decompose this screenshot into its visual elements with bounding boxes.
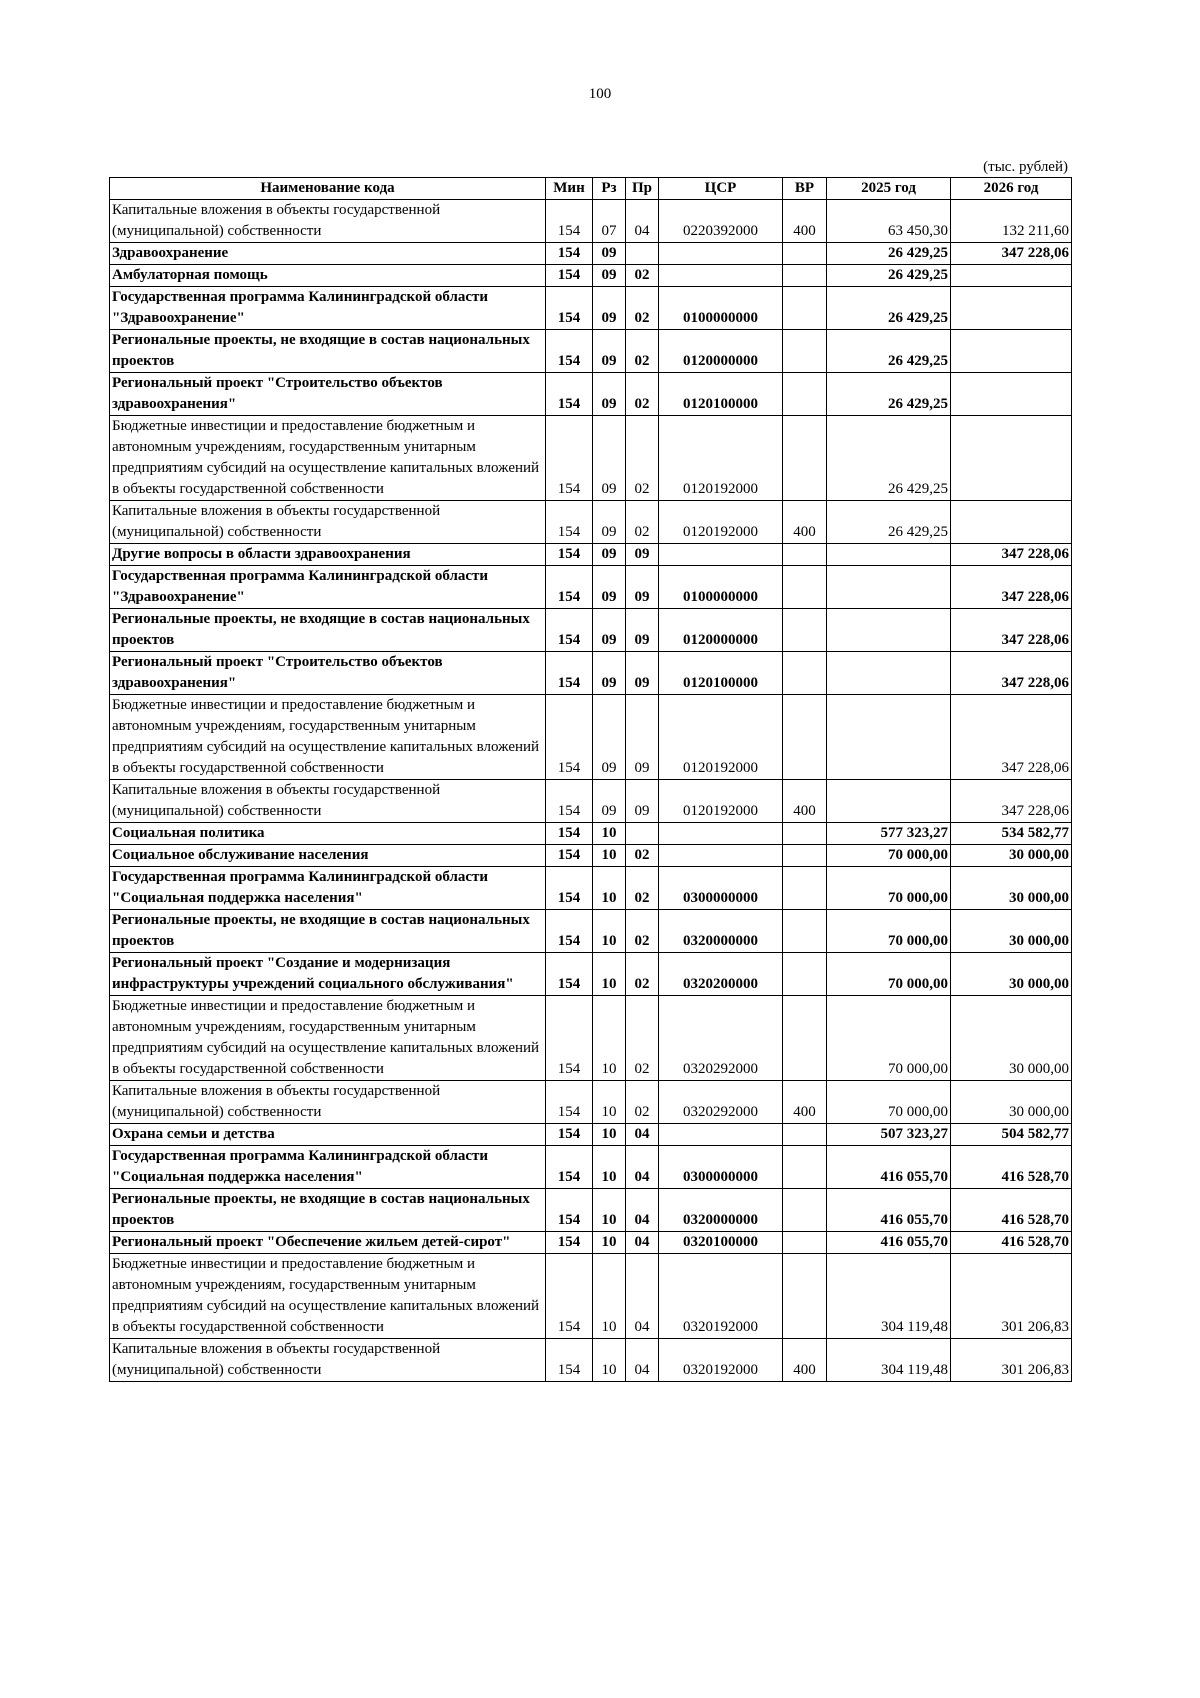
cell-csr [659,1124,783,1146]
cell-rz: 10 [593,867,626,910]
cell-csr: 0120100000 [659,373,783,416]
cell-pr [626,243,659,265]
cell-pr [626,823,659,845]
cell-name: Здравоохранение [110,243,546,265]
cell-y2025: 70 000,00 [827,867,951,910]
cell-pr: 04 [626,1146,659,1189]
cell-name: Бюджетные инвестиции и предоставление бюджетным и автономным учреждениям, государственным унитарным предприятиям субсидий на осуществление капитальных вложений в объекты государственной собственности [110,416,546,501]
cell-name: Региональный проект "Создание и модернизация инфраструктуры учреждений социального обслуживания" [110,953,546,996]
cell-name: Государственная программа Калининградской области "Социальная поддержка населения" [110,867,546,910]
cell-pr: 02 [626,996,659,1081]
cell-y2026: 534 582,77 [951,823,1072,845]
table-row [110,200,1072,243]
cell-pr: 09 [626,780,659,823]
cell-csr [659,243,783,265]
cell-csr: 0300000000 [659,1146,783,1189]
cell-y2026: 347 228,06 [951,566,1072,609]
table-row [110,566,1072,609]
cell-rz: 10 [593,996,626,1081]
table-row [110,780,1072,823]
cell-rz: 10 [593,1339,626,1382]
cell-name: Капитальные вложения в объекты государственной (муниципальной) собственности [110,200,546,243]
cell-rz: 09 [593,373,626,416]
cell-name: Региональные проекты, не входящие в состав национальных проектов [110,1189,546,1232]
cell-name: Региональные проекты, не входящие в состав национальных проектов [110,910,546,953]
cell-name: Региональный проект "Обеспечение жильем детей-сирот" [110,1232,546,1254]
table-row [110,609,1072,652]
cell-vr [783,823,827,845]
header-2026: 2026 год [951,178,1072,200]
cell-y2025: 26 429,25 [827,287,951,330]
cell-rz: 09 [593,544,626,566]
cell-pr: 09 [626,652,659,695]
cell-rz: 10 [593,1254,626,1339]
cell-y2026 [951,416,1072,501]
cell-y2026: 347 228,06 [951,695,1072,780]
table-row [110,544,1072,566]
cell-rz: 09 [593,566,626,609]
cell-vr [783,287,827,330]
cell-y2025: 26 429,25 [827,265,951,287]
cell-name: Государственная программа Калининградской области "Здравоохранение" [110,566,546,609]
cell-name: Капитальные вложения в объекты государственной (муниципальной) собственности [110,1339,546,1382]
cell-vr [783,910,827,953]
cell-csr [659,544,783,566]
cell-vr [783,265,827,287]
cell-y2025: 577 323,27 [827,823,951,845]
cell-name: Бюджетные инвестиции и предоставление бюджетным и автономным учреждениям, государственным унитарным предприятиям субсидий на осуществление капитальных вложений в объекты государственной собственности [110,996,546,1081]
cell-min: 154 [546,652,593,695]
cell-vr [783,566,827,609]
cell-csr: 0100000000 [659,566,783,609]
cell-rz: 09 [593,416,626,501]
cell-pr: 02 [626,845,659,867]
cell-y2026 [951,265,1072,287]
cell-y2026 [951,330,1072,373]
cell-csr: 0320292000 [659,1081,783,1124]
cell-y2026: 301 206,83 [951,1339,1072,1382]
cell-y2026: 347 228,06 [951,780,1072,823]
cell-pr: 02 [626,287,659,330]
cell-rz: 10 [593,845,626,867]
cell-vr [783,996,827,1081]
cell-y2025: 26 429,25 [827,501,951,544]
table-row [110,823,1072,845]
cell-pr: 04 [626,1189,659,1232]
cell-name: Бюджетные инвестиции и предоставление бюджетным и автономным учреждениям, государственным унитарным предприятиям субсидий на осуществление капитальных вложений в объекты государственной собственности [110,695,546,780]
cell-min: 154 [546,780,593,823]
cell-y2026: 30 000,00 [951,996,1072,1081]
cell-pr: 02 [626,416,659,501]
cell-vr [783,1189,827,1232]
cell-name: Капитальные вложения в объекты государственной (муниципальной) собственности [110,1081,546,1124]
cell-min: 154 [546,330,593,373]
cell-y2025: 416 055,70 [827,1189,951,1232]
table-row [110,910,1072,953]
cell-vr [783,1232,827,1254]
cell-min: 154 [546,1232,593,1254]
cell-pr: 02 [626,910,659,953]
cell-vr [783,695,827,780]
cell-y2025: 63 450,30 [827,200,951,243]
cell-vr: 400 [783,780,827,823]
cell-y2026: 132 211,60 [951,200,1072,243]
cell-rz: 10 [593,1081,626,1124]
cell-y2025 [827,780,951,823]
header-name: Наименование кода [110,178,546,200]
header-pr: Пр [626,178,659,200]
cell-y2025: 26 429,25 [827,373,951,416]
cell-min: 154 [546,695,593,780]
cell-y2025: 70 000,00 [827,910,951,953]
cell-min: 154 [546,566,593,609]
cell-vr: 400 [783,501,827,544]
cell-rz: 09 [593,243,626,265]
cell-y2025: 70 000,00 [827,996,951,1081]
cell-y2026 [951,373,1072,416]
cell-name: Амбулаторная помощь [110,265,546,287]
cell-y2026: 416 528,70 [951,1189,1072,1232]
cell-vr: 400 [783,1339,827,1382]
cell-min: 154 [546,996,593,1081]
table-row [110,243,1072,265]
cell-name: Социальная политика [110,823,546,845]
cell-min: 154 [546,1339,593,1382]
cell-vr [783,544,827,566]
table-row [110,373,1072,416]
table-row [110,1189,1072,1232]
budget-table [109,177,1072,1382]
cell-csr: 0320192000 [659,1254,783,1339]
cell-y2025: 26 429,25 [827,416,951,501]
cell-csr: 0320292000 [659,996,783,1081]
cell-pr: 02 [626,330,659,373]
table-row [110,695,1072,780]
cell-y2026 [951,501,1072,544]
cell-y2025: 26 429,25 [827,243,951,265]
cell-min: 154 [546,910,593,953]
cell-y2026: 347 228,06 [951,243,1072,265]
cell-min: 154 [546,1124,593,1146]
cell-pr: 09 [626,566,659,609]
cell-pr: 02 [626,373,659,416]
cell-y2026: 30 000,00 [951,1081,1072,1124]
cell-name: Региональный проект "Строительство объектов здравоохранения" [110,652,546,695]
cell-min: 154 [546,265,593,287]
table-row [110,867,1072,910]
header-vr: ВР [783,178,827,200]
cell-y2026: 30 000,00 [951,910,1072,953]
cell-rz: 09 [593,330,626,373]
cell-y2026: 347 228,06 [951,609,1072,652]
cell-min: 154 [546,1146,593,1189]
cell-vr [783,953,827,996]
cell-vr [783,867,827,910]
table-row [110,652,1072,695]
cell-csr: 0320192000 [659,1339,783,1382]
table-row [110,265,1072,287]
cell-min: 154 [546,1254,593,1339]
cell-min: 154 [546,867,593,910]
cell-pr: 09 [626,609,659,652]
cell-csr: 0320200000 [659,953,783,996]
cell-rz: 09 [593,501,626,544]
cell-pr: 02 [626,501,659,544]
cell-name: Охрана семьи и детства [110,1124,546,1146]
cell-y2026: 416 528,70 [951,1146,1072,1189]
cell-y2026: 504 582,77 [951,1124,1072,1146]
table-row [110,287,1072,330]
cell-csr: 0120000000 [659,330,783,373]
cell-name: Капитальные вложения в объекты государственной (муниципальной) собственности [110,780,546,823]
table-row [110,1232,1072,1254]
header-rz: Рз [593,178,626,200]
table-row [110,845,1072,867]
cell-csr: 0320000000 [659,1189,783,1232]
cell-name: Региональный проект "Строительство объектов здравоохранения" [110,373,546,416]
cell-min: 154 [546,287,593,330]
cell-y2025 [827,652,951,695]
cell-min: 154 [546,823,593,845]
cell-csr: 0220392000 [659,200,783,243]
cell-name: Государственная программа Калининградской области "Здравоохранение" [110,287,546,330]
cell-pr: 04 [626,1124,659,1146]
cell-rz: 09 [593,265,626,287]
cell-min: 154 [546,373,593,416]
cell-y2025: 70 000,00 [827,1081,951,1124]
cell-min: 154 [546,1081,593,1124]
cell-name: Государственная программа Калининградской области "Социальная поддержка населения" [110,1146,546,1189]
cell-vr [783,1124,827,1146]
cell-y2026: 301 206,83 [951,1254,1072,1339]
cell-y2025 [827,544,951,566]
cell-vr [783,330,827,373]
cell-vr [783,373,827,416]
cell-y2025: 70 000,00 [827,953,951,996]
cell-name: Региональные проекты, не входящие в состав национальных проектов [110,330,546,373]
cell-csr: 0120192000 [659,416,783,501]
cell-min: 154 [546,845,593,867]
cell-y2025: 416 055,70 [827,1146,951,1189]
cell-csr: 0320100000 [659,1232,783,1254]
cell-rz: 10 [593,910,626,953]
cell-y2026: 416 528,70 [951,1232,1072,1254]
cell-vr [783,609,827,652]
cell-csr: 0300000000 [659,867,783,910]
cell-pr: 04 [626,1339,659,1382]
cell-vr: 400 [783,200,827,243]
cell-name: Капитальные вложения в объекты государственной (муниципальной) собственности [110,501,546,544]
cell-min: 154 [546,609,593,652]
cell-vr [783,652,827,695]
cell-y2025: 507 323,27 [827,1124,951,1146]
cell-min: 154 [546,953,593,996]
cell-y2026: 347 228,06 [951,544,1072,566]
header-min: Мин [546,178,593,200]
cell-min: 154 [546,416,593,501]
cell-rz: 07 [593,200,626,243]
cell-rz: 09 [593,780,626,823]
cell-vr [783,416,827,501]
table-row [110,501,1072,544]
table-header-row [110,178,1072,200]
table-row [110,1146,1072,1189]
table-row [110,330,1072,373]
cell-min: 154 [546,544,593,566]
cell-y2025 [827,566,951,609]
cell-rz: 10 [593,1146,626,1189]
cell-vr: 400 [783,1081,827,1124]
units-label: (тыс. рублей) [983,159,1068,175]
cell-csr: 0120192000 [659,501,783,544]
cell-min: 154 [546,243,593,265]
table-row [110,1254,1072,1339]
cell-name: Другие вопросы в области здравоохранения [110,544,546,566]
cell-csr: 0120192000 [659,695,783,780]
cell-rz: 09 [593,695,626,780]
cell-pr: 02 [626,953,659,996]
cell-vr [783,243,827,265]
cell-vr [783,845,827,867]
cell-rz: 10 [593,823,626,845]
cell-csr: 0320000000 [659,910,783,953]
cell-min: 154 [546,501,593,544]
cell-csr [659,265,783,287]
cell-pr: 04 [626,1232,659,1254]
cell-rz: 09 [593,609,626,652]
cell-pr: 02 [626,265,659,287]
cell-name: Региональные проекты, не входящие в состав национальных проектов [110,609,546,652]
table-body [110,200,1072,1382]
cell-y2025: 70 000,00 [827,845,951,867]
cell-y2026 [951,287,1072,330]
header-2025: 2025 год [827,178,951,200]
table-row [110,1081,1072,1124]
cell-min: 154 [546,200,593,243]
table-row [110,1124,1072,1146]
cell-rz: 10 [593,1124,626,1146]
cell-y2026: 30 000,00 [951,953,1072,996]
page-number: 100 [588,86,612,102]
cell-csr: 0120000000 [659,609,783,652]
cell-y2025: 304 119,48 [827,1254,951,1339]
cell-y2025 [827,609,951,652]
cell-y2025: 304 119,48 [827,1339,951,1382]
cell-csr: 0100000000 [659,287,783,330]
cell-pr: 02 [626,1081,659,1124]
cell-rz: 10 [593,1232,626,1254]
cell-y2025: 26 429,25 [827,330,951,373]
table-row [110,996,1072,1081]
cell-y2026: 30 000,00 [951,845,1072,867]
cell-pr: 04 [626,200,659,243]
cell-y2025 [827,695,951,780]
cell-vr [783,1254,827,1339]
cell-y2025: 416 055,70 [827,1232,951,1254]
cell-vr [783,1146,827,1189]
cell-csr [659,845,783,867]
table-row [110,953,1072,996]
cell-pr: 02 [626,867,659,910]
cell-y2026: 347 228,06 [951,652,1072,695]
header-csr: ЦСР [659,178,783,200]
cell-csr [659,823,783,845]
cell-name: Социальное обслуживание населения [110,845,546,867]
cell-y2026: 30 000,00 [951,867,1072,910]
cell-rz: 10 [593,953,626,996]
cell-name: Бюджетные инвестиции и предоставление бюджетным и автономным учреждениям, государственным унитарным предприятиям субсидий на осуществление капитальных вложений в объекты государственной собственности [110,1254,546,1339]
cell-csr: 0120100000 [659,652,783,695]
cell-rz: 09 [593,652,626,695]
cell-csr: 0120192000 [659,780,783,823]
cell-min: 154 [546,1189,593,1232]
cell-rz: 10 [593,1189,626,1232]
cell-rz: 09 [593,287,626,330]
cell-pr: 04 [626,1254,659,1339]
cell-pr: 09 [626,695,659,780]
table-row [110,416,1072,501]
table-row [110,1339,1072,1382]
cell-pr: 09 [626,544,659,566]
